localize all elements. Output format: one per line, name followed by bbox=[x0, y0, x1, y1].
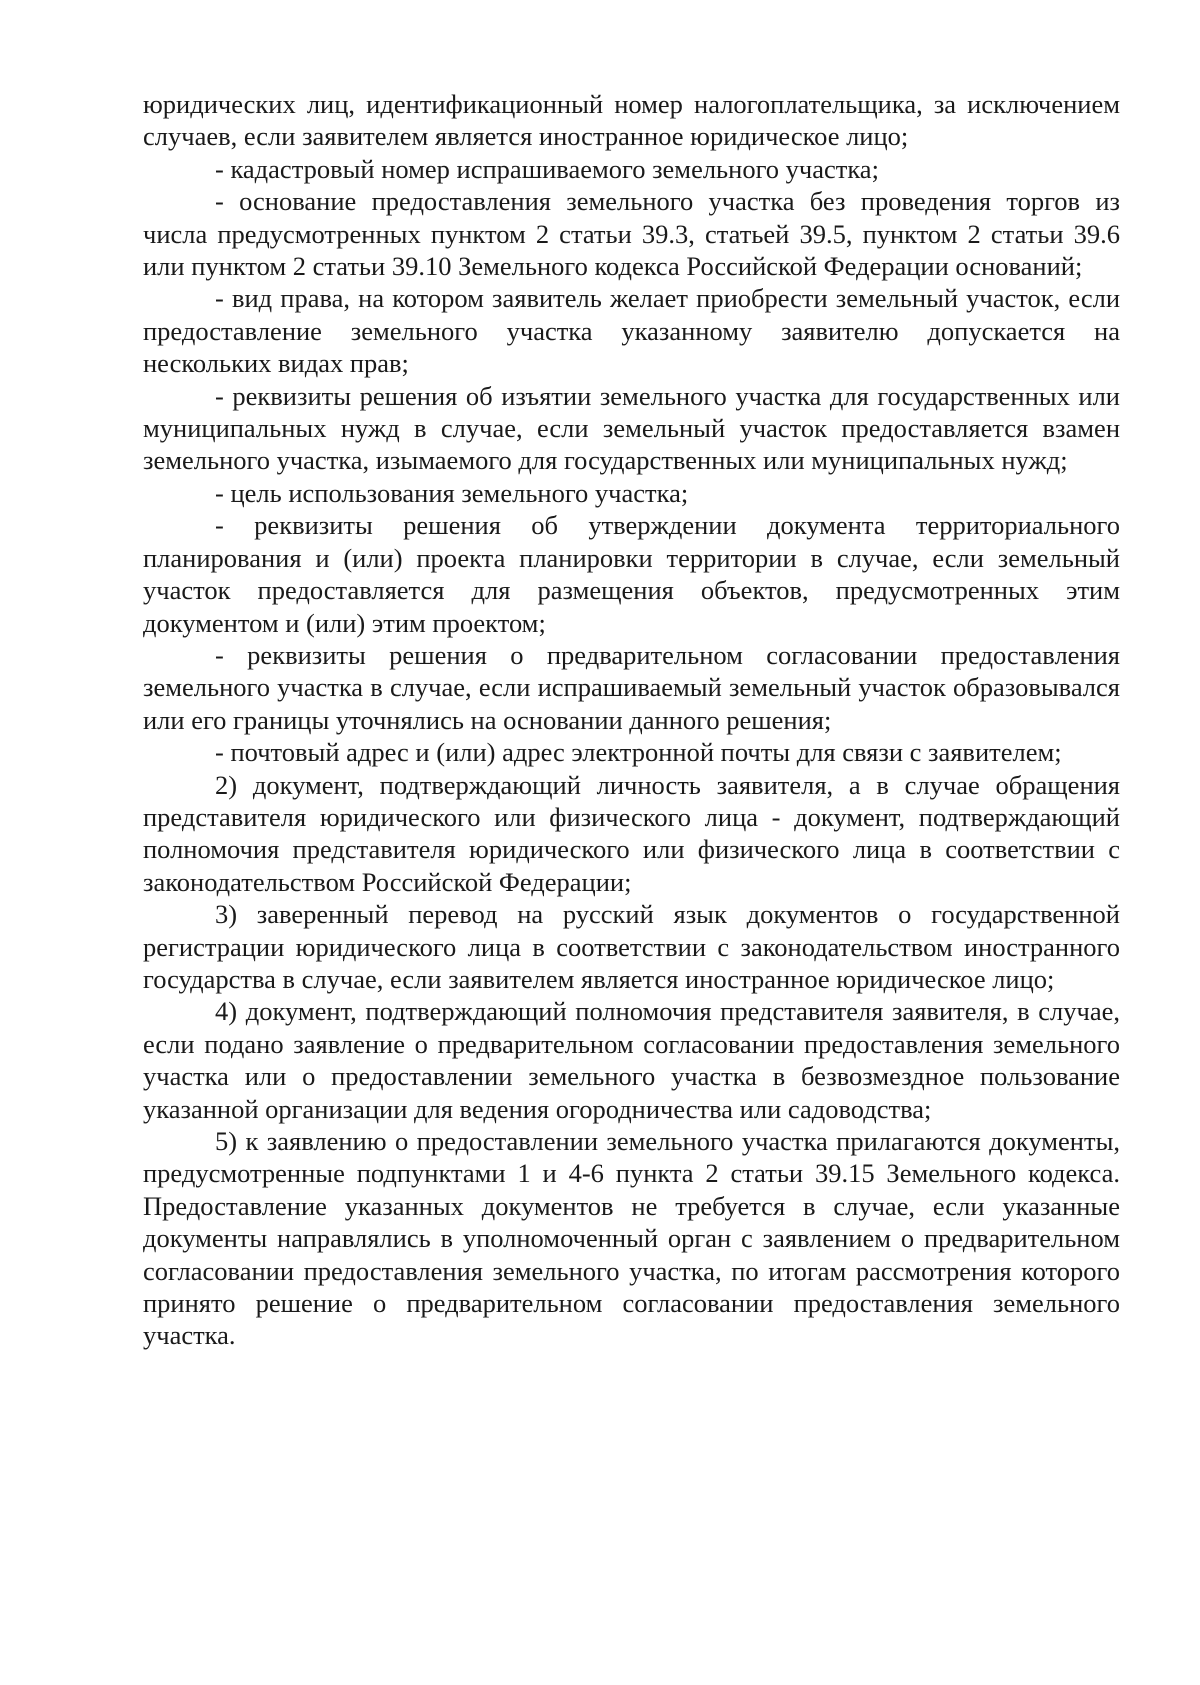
paragraph-item-3-certified-translation: 3) заверенный перевод на русский язык документов о государственной регистрации юридического лица в соответствии с законодательством иностранного государства в случае, если заявителем является иностранное юридическое лицо; bbox=[143, 899, 1120, 994]
paragraph-type-of-right: - вид права, на котором заявитель желает приобрести земельный участок, если предоставление земельного участка указанному заявителю допускается на нескольких видах прав; bbox=[143, 283, 1120, 379]
paragraph-preliminary-approval: - реквизиты решения о предварительном согласовании предоставления земельного участка в случае, если испрашиваемый земельный участок образовывался или его границы уточнялись на основании данного решения; bbox=[143, 639, 1120, 735]
paragraph-territorial-planning: - реквизиты решения об утверждении документа территориального планирования и (или) проекта планировки территории в случае, если земельный участок предоставляется для размещения объектов, предусмотренных этим документом и (или) этим проектом; bbox=[143, 510, 1120, 638]
paragraph-cadastral-number: - кадастровый номер испрашиваемого земельного участка; bbox=[215, 153, 879, 184]
document-body bbox=[143, 88, 1120, 1352]
paragraph-purpose-of-use: - цель использования земельного участка; bbox=[215, 477, 689, 508]
paragraph-grounds-without-auction: - основание предоставления земельного участка без проведения торгов из числа предусмотренных пунктом 2 статьи 39.3, статьей 39.5, пунктом 2 статьи 39.6 или пунктом 2 статьи 39.10 Земельного кодекса Российской Федерации оснований; bbox=[143, 186, 1120, 282]
paragraph-item-4-representative-authority: 4) документ, подтверждающий полномочия представителя заявителя, в случае, если подано заявление о предварительном согласовании предоставления земельного участка или о предоставлении земельного участка в безвозмездное пользование указанной организации для ведения огородничества или садоводства; bbox=[143, 996, 1120, 1124]
paragraph-item-2-identity-document: 2) документ, подтверждающий личность заявителя, а в случае обращения представителя юридического или физического лица - документ, подтверждающий полномочия представителя юридического или физического лица в соответствии с законодательством Российской Федерации; bbox=[143, 769, 1120, 897]
paragraph-contact-address: - почтовый адрес и (или) адрес электронной почты для связи с заявителем; bbox=[215, 737, 1062, 768]
paragraph-seizure-decision: - реквизиты решения об изъятии земельного участка для государственных или муниципальных нужд в случае, если земельный участок предоставляется взамен земельного участка, изымаемого для государственных или муниципальных нужд; bbox=[143, 380, 1120, 476]
paragraph-legal-entity-continuation: юридических лиц, идентификационный номер налогоплательщика, за исключением случаев, если заявителем является иностранное юридическое лицо; bbox=[143, 89, 1120, 152]
paragraph-item-5-attached-documents: 5) к заявлению о предоставлении земельного участка прилагаются документы, предусмотренные подпунктами 1 и 4-6 пункта 2 статьи 39.15 Земельного кодекса. Предоставление указанных документов не требуется в случае, если указанные документы направлялись в уполномоченный орган с заявлением о предварительном согласовании предоставления земельного участка, по итогам рассмотрения которого принято решение о предварительном согласовании предоставления земельного участка. bbox=[143, 1126, 1120, 1351]
